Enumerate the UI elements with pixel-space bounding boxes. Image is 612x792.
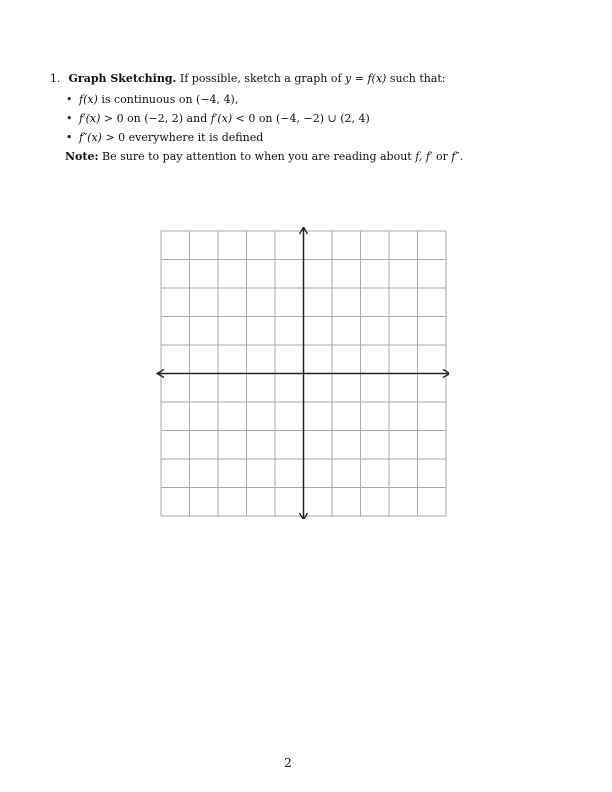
note-f: f, [415, 150, 423, 163]
condition-text: > 0 on (−2, 2) and [100, 112, 211, 125]
condition-math: f′(x) [79, 112, 101, 125]
note [65, 150, 570, 164]
page-number: 2 [284, 756, 292, 770]
condition-text: is continuous on [97, 93, 197, 106]
condition-item [79, 93, 570, 107]
condition-item [79, 112, 570, 126]
note-fdoubleprime: f″. [451, 150, 464, 163]
note-or: or [436, 150, 448, 163]
problem-heading [50, 72, 570, 86]
problem-intro: If possible, sketch a graph of [179, 72, 342, 85]
note-text: Be sure to pay attention to when you are reading about [102, 150, 412, 163]
condition-item [79, 131, 570, 145]
graph-grid[interactable] [155, 227, 449, 519]
note-fprime: f′ [425, 150, 433, 163]
problem-1 [50, 72, 570, 164]
condition-text: < 0 on (−4, −2) ∪ (2, 4) [232, 112, 370, 125]
condition-text: > 0 everywhere it is defined [101, 131, 264, 144]
condition-math: f(x) [79, 93, 98, 106]
problem-intro-math: y = f(x) [345, 72, 387, 85]
condition-math: f″(x) [79, 131, 102, 144]
problem-intro-end: such that: [389, 72, 446, 85]
problem-number: 1. [50, 72, 61, 85]
graph-grid-area[interactable] [155, 227, 449, 519]
note-label: Note: [65, 150, 99, 163]
problem-title: Graph Sketching. [68, 72, 177, 85]
condition-text: (−4, 4), [196, 93, 239, 106]
condition-list [50, 93, 570, 145]
condition-math: f′(x) [210, 112, 233, 125]
